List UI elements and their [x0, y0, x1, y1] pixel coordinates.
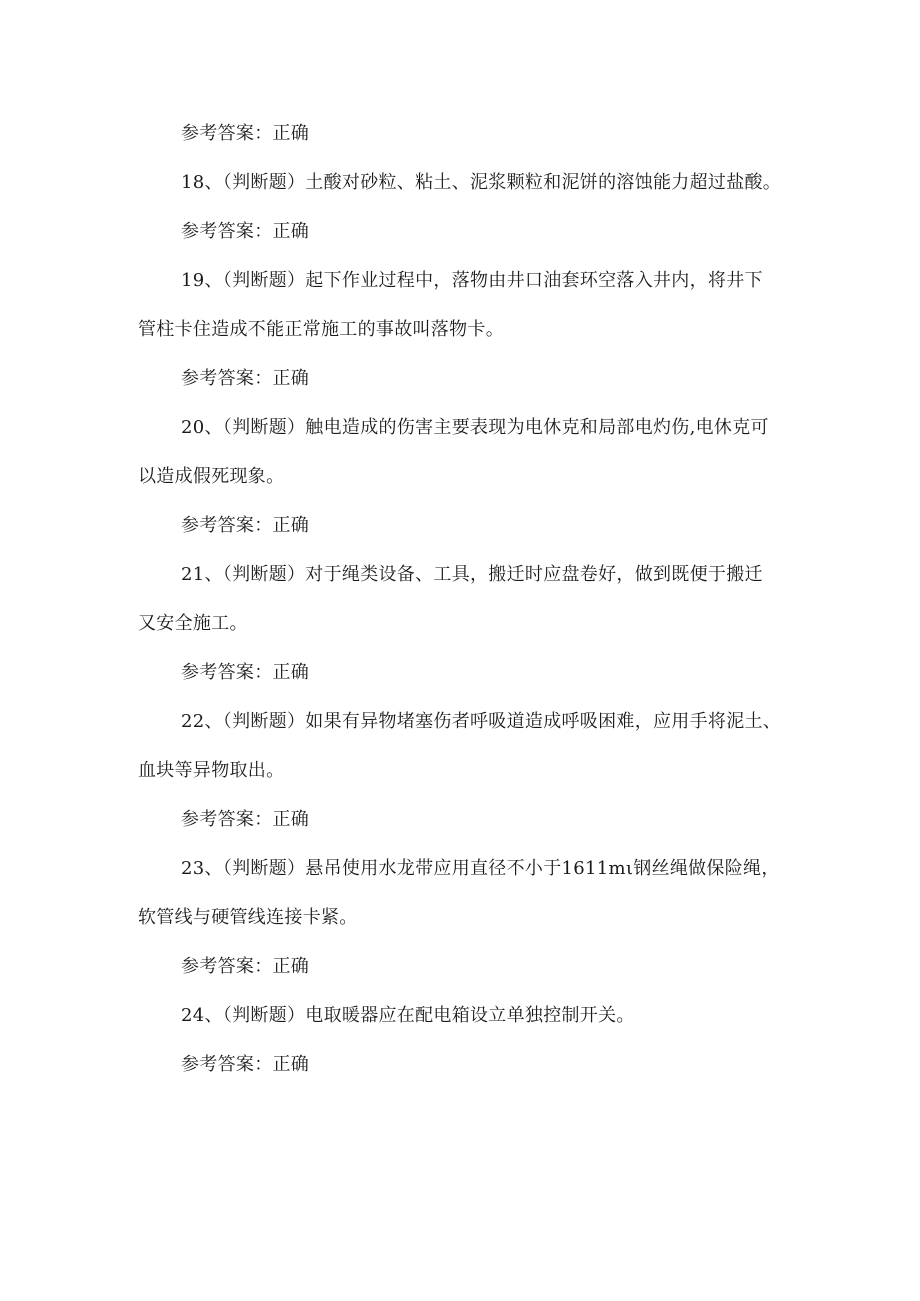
question-19-line-1: 19、（判断题）起下作业过程中，落物由井口油套环空落入井内，将井下: [181, 270, 763, 291]
question-23-line-2: 软管线与硬管线连接卡紧。: [138, 907, 358, 928]
answer-line: 参考答案：正确: [181, 662, 310, 683]
answer-line: 参考答案：正确: [181, 515, 310, 536]
question-21-line-2: 又安全施工。: [138, 613, 248, 634]
question-21-line-1: 21、（判断题）对于绳类设备、工具，搬迁时应盘卷好，做到既便于搬迁: [181, 564, 763, 585]
question-19-line-2: 管柱卡住造成不能正常施工的事故叫落物卡。: [138, 319, 504, 340]
answer-line: 参考答案：正确: [181, 221, 310, 242]
question-18-line-1: 18、（判断题）土酸对砂粒、粘土、泥浆颗粒和泥饼的溶蚀能力超过盐酸。: [181, 172, 782, 193]
question-20-line-2: 以造成假死现象。: [138, 466, 285, 487]
answer-line: 参考答案：正确: [181, 123, 310, 144]
question-20-line-1: 20、（判断题）触电造成的伤害主要表现为电休克和局部电灼伤,电休克可: [181, 417, 769, 438]
answer-line: 参考答案：正确: [181, 809, 310, 830]
question-22-line-2: 血块等异物取出。: [138, 760, 285, 781]
question-24-line-1: 24、（判断题）电取暖器应在配电箱设立单独控制开关。: [181, 1005, 635, 1026]
answer-line: 参考答案：正确: [181, 1054, 310, 1075]
answer-line: 参考答案：正确: [181, 368, 310, 389]
question-22-line-1: 22、（判断题）如果有异物堵塞伤者呼吸道造成呼吸困难，应用手将泥土、: [181, 711, 782, 732]
question-23-line-1: 23、（判断题）悬吊使用水龙带应用直径不小于1611mι钢丝绳做保险绳，: [181, 858, 780, 879]
answer-line: 参考答案：正确: [181, 956, 310, 977]
